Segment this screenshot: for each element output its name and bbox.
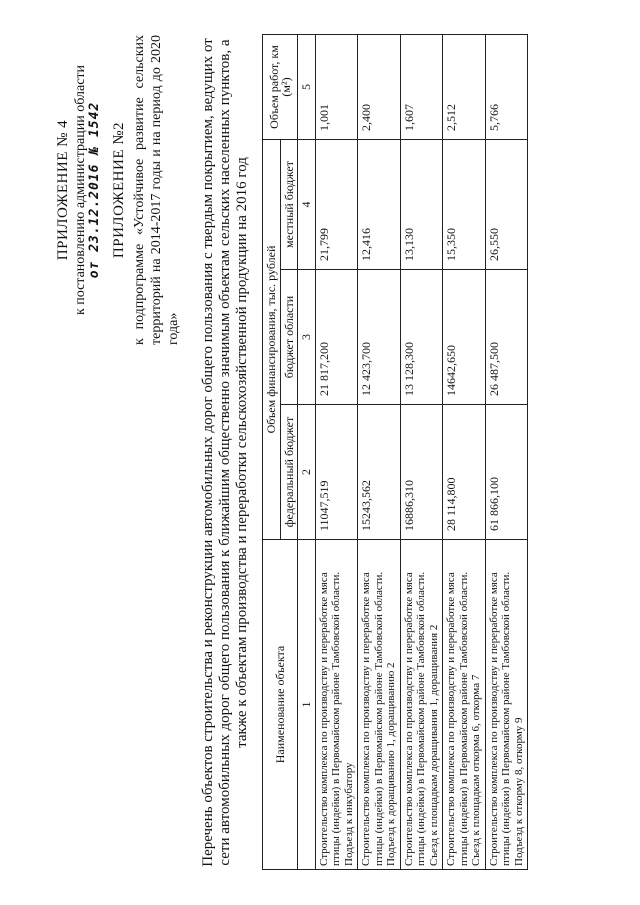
program-reference: к подпрограмме «Устойчивое развитие сельских территорий на 2014-2017 годы и на период до 2020 года» bbox=[132, 35, 181, 345]
decree-line: к постановлению администрации области bbox=[73, 64, 88, 316]
regional-budget-value: 14642,650 bbox=[443, 270, 486, 405]
regional-budget-value: 12 423,700 bbox=[358, 270, 401, 405]
column-index: 5 bbox=[298, 34, 316, 139]
work-volume-value: 1,001 bbox=[315, 34, 358, 139]
column-index-row bbox=[298, 34, 316, 869]
local-budget-value: 12,416 bbox=[358, 139, 401, 269]
decree-date-number: от 23.12.2016 № 1542 bbox=[87, 101, 102, 279]
regional-budget-value: 21 817,200 bbox=[315, 270, 358, 405]
header-regional-budget: бюджет области bbox=[280, 270, 298, 405]
local-budget-value: 26,550 bbox=[485, 139, 528, 269]
local-budget-value: 15,350 bbox=[443, 139, 486, 269]
header-federal-budget: федеральный бюджет bbox=[280, 405, 298, 540]
table-row bbox=[485, 34, 528, 869]
header-object-name: Наименование объекта bbox=[263, 540, 298, 870]
object-name: Строительство комплекса по производству и переработке мяса птицы (индейки) в Первомайском районе Тамбовской области. Съезд к площадкам откорма 6, откорма 7 bbox=[443, 540, 486, 870]
federal-budget-value: 28 114,800 bbox=[443, 405, 486, 540]
table-row bbox=[315, 34, 358, 869]
objects-table bbox=[262, 34, 528, 870]
work-volume-value: 2,512 bbox=[443, 34, 486, 139]
table-row bbox=[400, 34, 443, 869]
column-index: 3 bbox=[298, 270, 316, 405]
federal-budget-value: 16886,310 bbox=[400, 405, 443, 540]
work-volume-value: 5,766 bbox=[485, 34, 528, 139]
document-heading: Перечень объектов строительства и реконструкции автомобильных дорог общего пользования с твердым покрытием, ведущих от сети автомобильных дорог общего пользования к ближайшим общественно значимым объектам сельских населенных пунктов, а также к объектам производства и переработки сельскохозяйственной продукции на 2016 год bbox=[200, 38, 250, 867]
object-name: Строительство комплекса по производству и переработке мяса птицы (индейки) в Первомайском районе Тамбовской области. Подъезд к инкубатору bbox=[315, 540, 358, 870]
federal-budget-value: 11047,519 bbox=[315, 405, 358, 540]
federal-budget-value: 15243,562 bbox=[358, 405, 401, 540]
header-work-volume: Объем работ, км (м²) bbox=[263, 34, 298, 139]
appendix-header bbox=[55, 35, 182, 345]
object-name: Строительство комплекса по производству и переработке мяса птицы (индейки) в Первомайском районе Тамбовской области. Съезд к площадкам доращивания 1, доращивания 2 bbox=[400, 540, 443, 870]
table-row bbox=[358, 34, 401, 869]
object-name: Строительство комплекса по производству и переработке мяса птицы (индейки) в Первомайском районе Тамбовской области. Подъезд к доращиванию 1, доращиванию 2 bbox=[358, 540, 401, 870]
table-row bbox=[443, 34, 486, 869]
work-volume-value: 2,400 bbox=[358, 34, 401, 139]
local-budget-value: 21,799 bbox=[315, 139, 358, 269]
regional-budget-value: 26 487,500 bbox=[485, 270, 528, 405]
federal-budget-value: 61 866,100 bbox=[485, 405, 528, 540]
work-volume-value: 1,607 bbox=[400, 34, 443, 139]
column-index: 2 bbox=[298, 405, 316, 540]
column-index: 1 bbox=[298, 540, 316, 870]
appendix-title: ПРИЛОЖЕНИЕ № 4 bbox=[55, 119, 71, 261]
column-index: 4 bbox=[298, 139, 316, 269]
regional-budget-value: 13 128,300 bbox=[400, 270, 443, 405]
object-name: Строительство комплекса по производству и переработке мяса птицы (индейки) в Первомайском районе Тамбовской области. Подъезд к откорму 8, откорму 9 bbox=[485, 540, 528, 870]
header-funding: Объем финансирования, тыс. рублей bbox=[263, 139, 281, 539]
header-local-budget: местный бюджет bbox=[280, 139, 298, 269]
appendix-title-2: ПРИЛОЖЕНИЕ №2 bbox=[111, 121, 127, 259]
local-budget-value: 13,130 bbox=[400, 139, 443, 269]
